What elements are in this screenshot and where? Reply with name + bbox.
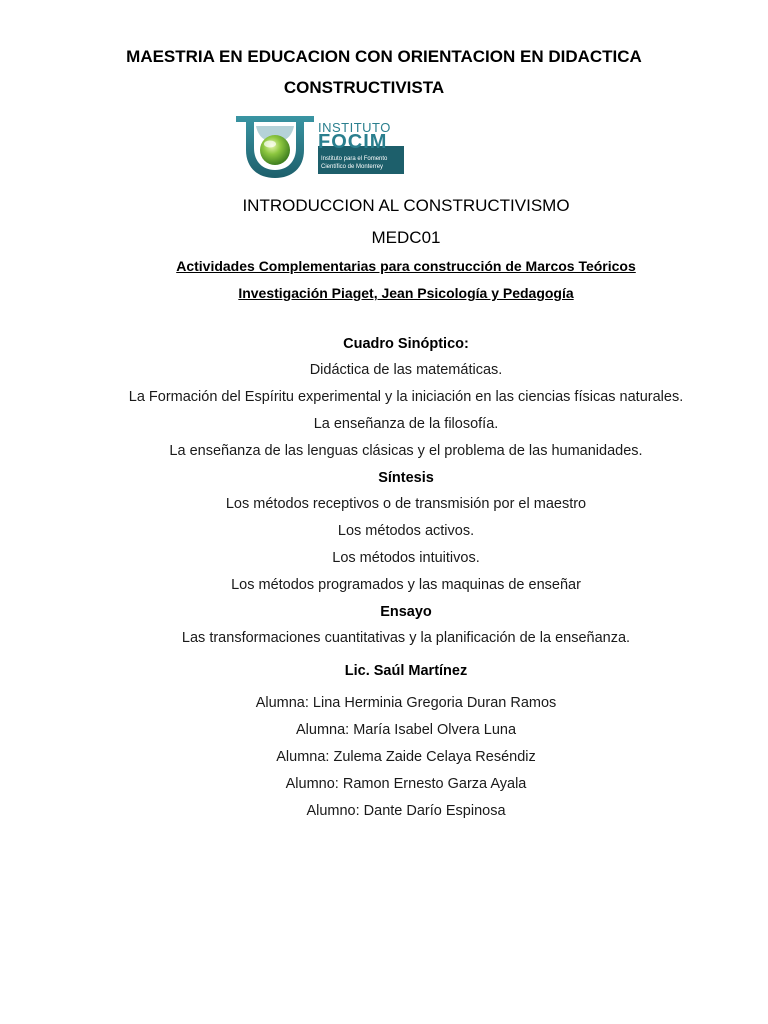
sintesis-item: Los métodos activos. xyxy=(337,523,475,539)
document-title-line-1: MAESTRIA EN EDUCACION CON ORIENTACION EN DIDACTICA xyxy=(126,47,642,66)
logo-text-sub-1: Instituto para el Fomento xyxy=(321,156,388,162)
sintesis-heading: Síntesis xyxy=(378,470,434,486)
logo-text-instituto: INSTITUTO xyxy=(318,120,391,135)
cuadro-item: La Formación del Espíritu experimental y la iniciación en las ciencias físicas naturales. xyxy=(128,389,684,405)
sintesis-item: Los métodos intuitivos. xyxy=(332,550,480,566)
ensayo-item: Las transformaciones cuantitativas y la planificación de la enseñanza. xyxy=(181,630,631,646)
course-code: MEDC01 xyxy=(371,228,441,247)
ensayo-heading: Ensayo xyxy=(380,604,432,620)
teacher-name: Lic. Saúl Martínez xyxy=(344,663,468,679)
student-name: Alumno: Dante Darío Espinosa xyxy=(306,803,506,819)
student-name: Alumna: Zulema Zaide Celaya Reséndiz xyxy=(276,749,536,765)
focim-logo-icon xyxy=(234,112,406,180)
sintesis-item: Los métodos receptivos o de transmisión por el maestro xyxy=(225,496,587,512)
course-name: INTRODUCCION AL CONSTRUCTIVISMO xyxy=(242,196,570,215)
cuadro-item: Didáctica de las matemáticas. xyxy=(309,362,503,378)
cuadro-item: La enseñanza de las lenguas clásicas y el problema de las humanidades. xyxy=(169,443,643,459)
student-name: Alumna: María Isabel Olvera Luna xyxy=(295,722,517,738)
cuadro-item: La enseñanza de la filosofía. xyxy=(313,416,499,432)
logo-text-sub-2: Científico de Monterrey xyxy=(321,164,384,170)
activity-line-2: Investigación Piaget, Jean Psicología y Pedagogía xyxy=(238,285,574,301)
student-name: Alumna: Lina Herminia Gregoria Duran Ramos xyxy=(255,695,557,711)
logo-text-focim: FOCIM xyxy=(318,131,388,153)
document-title-line-2: CONSTRUCTIVISTA xyxy=(283,78,445,97)
activity-line-1: Actividades Complementarias para construcción de Marcos Teóricos xyxy=(176,258,636,274)
sintesis-item: Los métodos programados y las maquinas de enseñar xyxy=(231,577,581,593)
student-name: Alumno: Ramon Ernesto Garza Ayala xyxy=(285,776,527,792)
cuadro-heading: Cuadro Sinóptico: xyxy=(343,336,469,352)
